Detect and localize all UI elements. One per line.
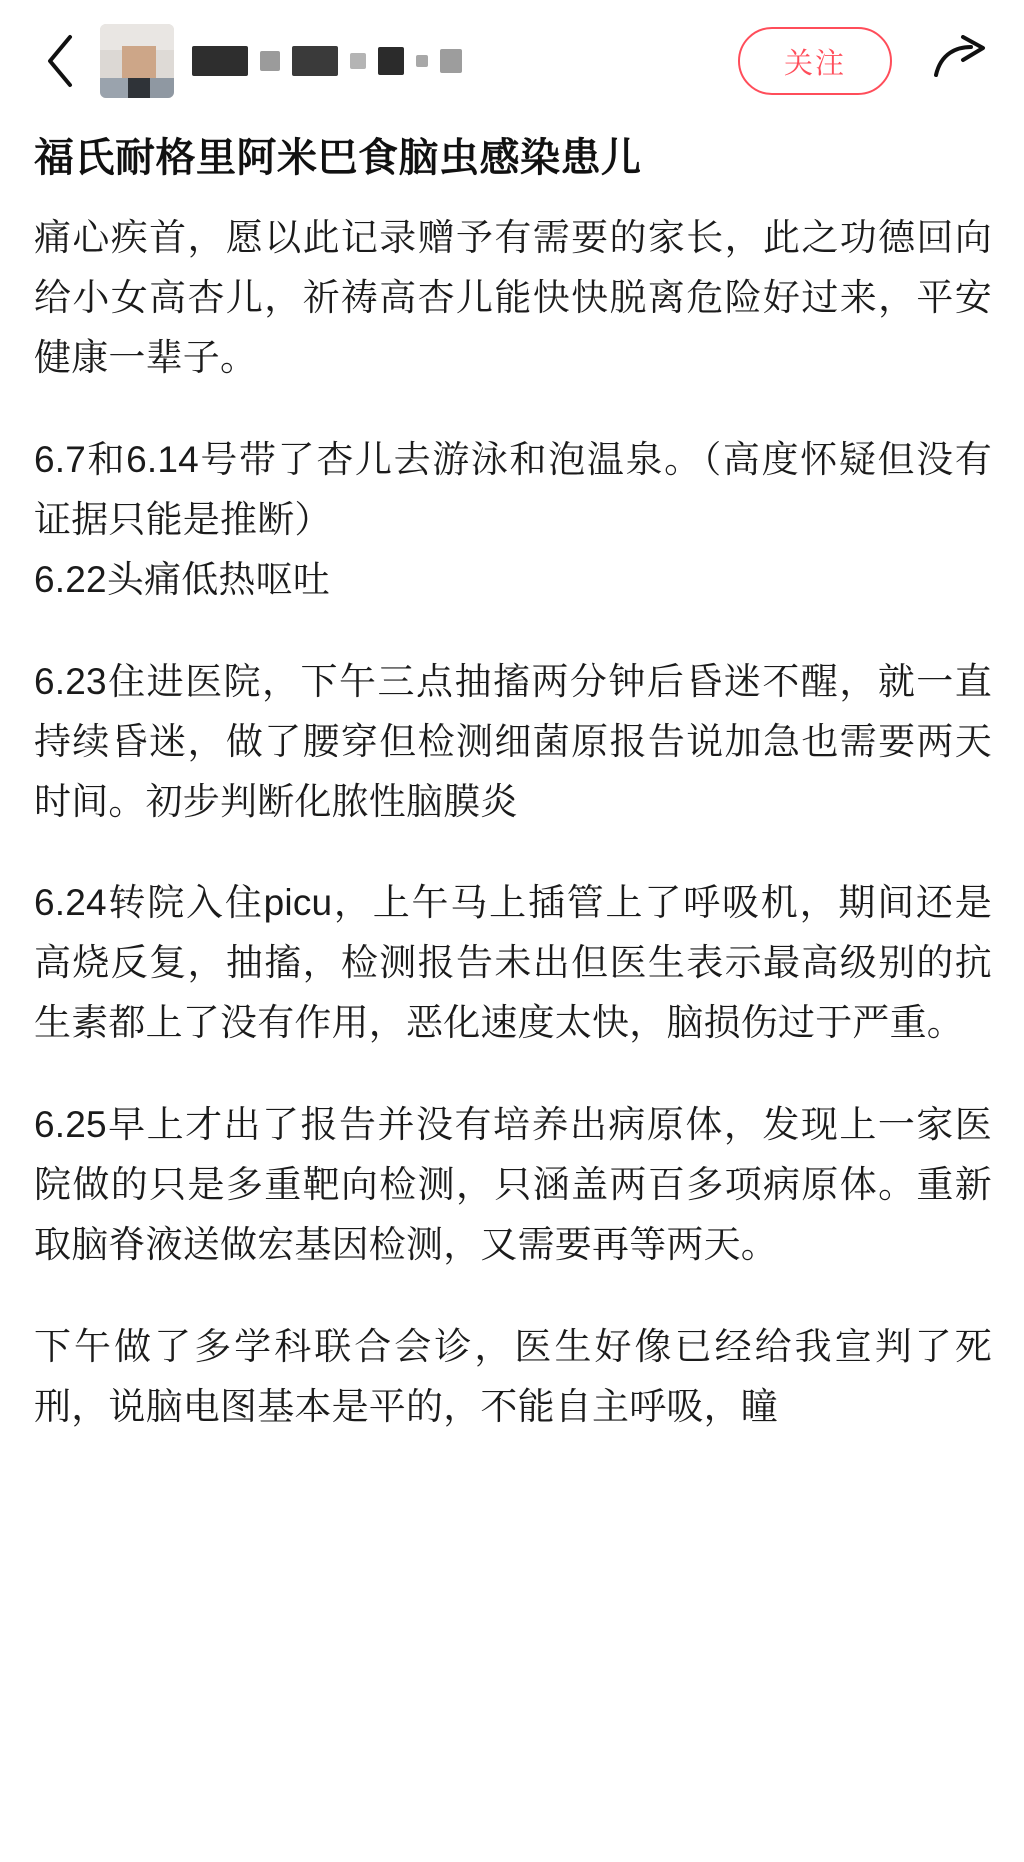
top-bar xyxy=(0,0,1024,122)
article-body xyxy=(0,132,1024,1437)
back-button[interactable] xyxy=(38,31,84,91)
article-paragraph: 6.7和6.14号带了杏儿去游泳和泡温泉。（高度怀疑但没有证据只能是推断） xyxy=(34,438,992,540)
avatar-pixel xyxy=(128,78,150,98)
share-button[interactable] xyxy=(932,32,990,90)
article-paragraph: 6.23住进医院，下午三点抽搐两分钟后昏迷不醒，就一直持续昏迷，做了腰穿但检测细菌原报告说加急也需要两天时间。初步判断化脓性脑膜炎 xyxy=(34,660,992,822)
avatar-pixel xyxy=(150,78,174,98)
name-mosaic-block xyxy=(440,49,462,73)
avatar-pixel xyxy=(156,50,174,78)
author-name-censored xyxy=(192,41,462,81)
article-paragraph: 6.25早上才出了报告并没有培养出病原体，发现上一家医院做的只是多重靶向检测，只涵盖两百多项病原体。重新取脑脊液送做宏基因检测，又需要再等两天。 xyxy=(34,1104,992,1266)
share-arrow-icon xyxy=(933,35,989,88)
article-paragraph: 6.24转院入住picu，上午马上插管上了呼吸机，期间还是高烧反复，抽搐，检测报告未出但医生表示最高级别的抗生素都上了没有作用，恶化速度太快，脑损伤过于严重。 xyxy=(34,882,992,1044)
article-paragraph: 下午做了多学科联合会诊，医生好像已经给我宣判了死刑，说脑电图基本是平的，不能自主呼吸，瞳 xyxy=(34,1326,992,1427)
article-paragraph: 6.22头痛低热呕吐 xyxy=(34,558,331,600)
article-paragraph: 痛心疾首，愿以此记录赠予有需要的家长，此之功德回向给小女高杏儿，祈祷高杏儿能快快脱离危险好过来，平安健康一辈子。 xyxy=(34,217,992,378)
page-title: 福氏耐格里阿米巴食脑虫感染患儿 xyxy=(34,136,642,180)
avatar-pixel xyxy=(122,46,156,80)
author-block[interactable] xyxy=(100,24,738,98)
name-mosaic-block xyxy=(192,46,248,76)
name-mosaic-block xyxy=(416,55,428,67)
name-mosaic-block xyxy=(350,53,366,69)
name-mosaic-block xyxy=(260,51,280,71)
chevron-left-icon xyxy=(44,33,78,89)
avatar-pixel xyxy=(100,78,128,98)
avatar[interactable] xyxy=(100,24,174,98)
avatar-pixel xyxy=(100,50,122,78)
name-mosaic-block xyxy=(378,47,404,75)
follow-button[interactable]: 关注 xyxy=(738,27,892,95)
name-mosaic-block xyxy=(292,46,338,76)
